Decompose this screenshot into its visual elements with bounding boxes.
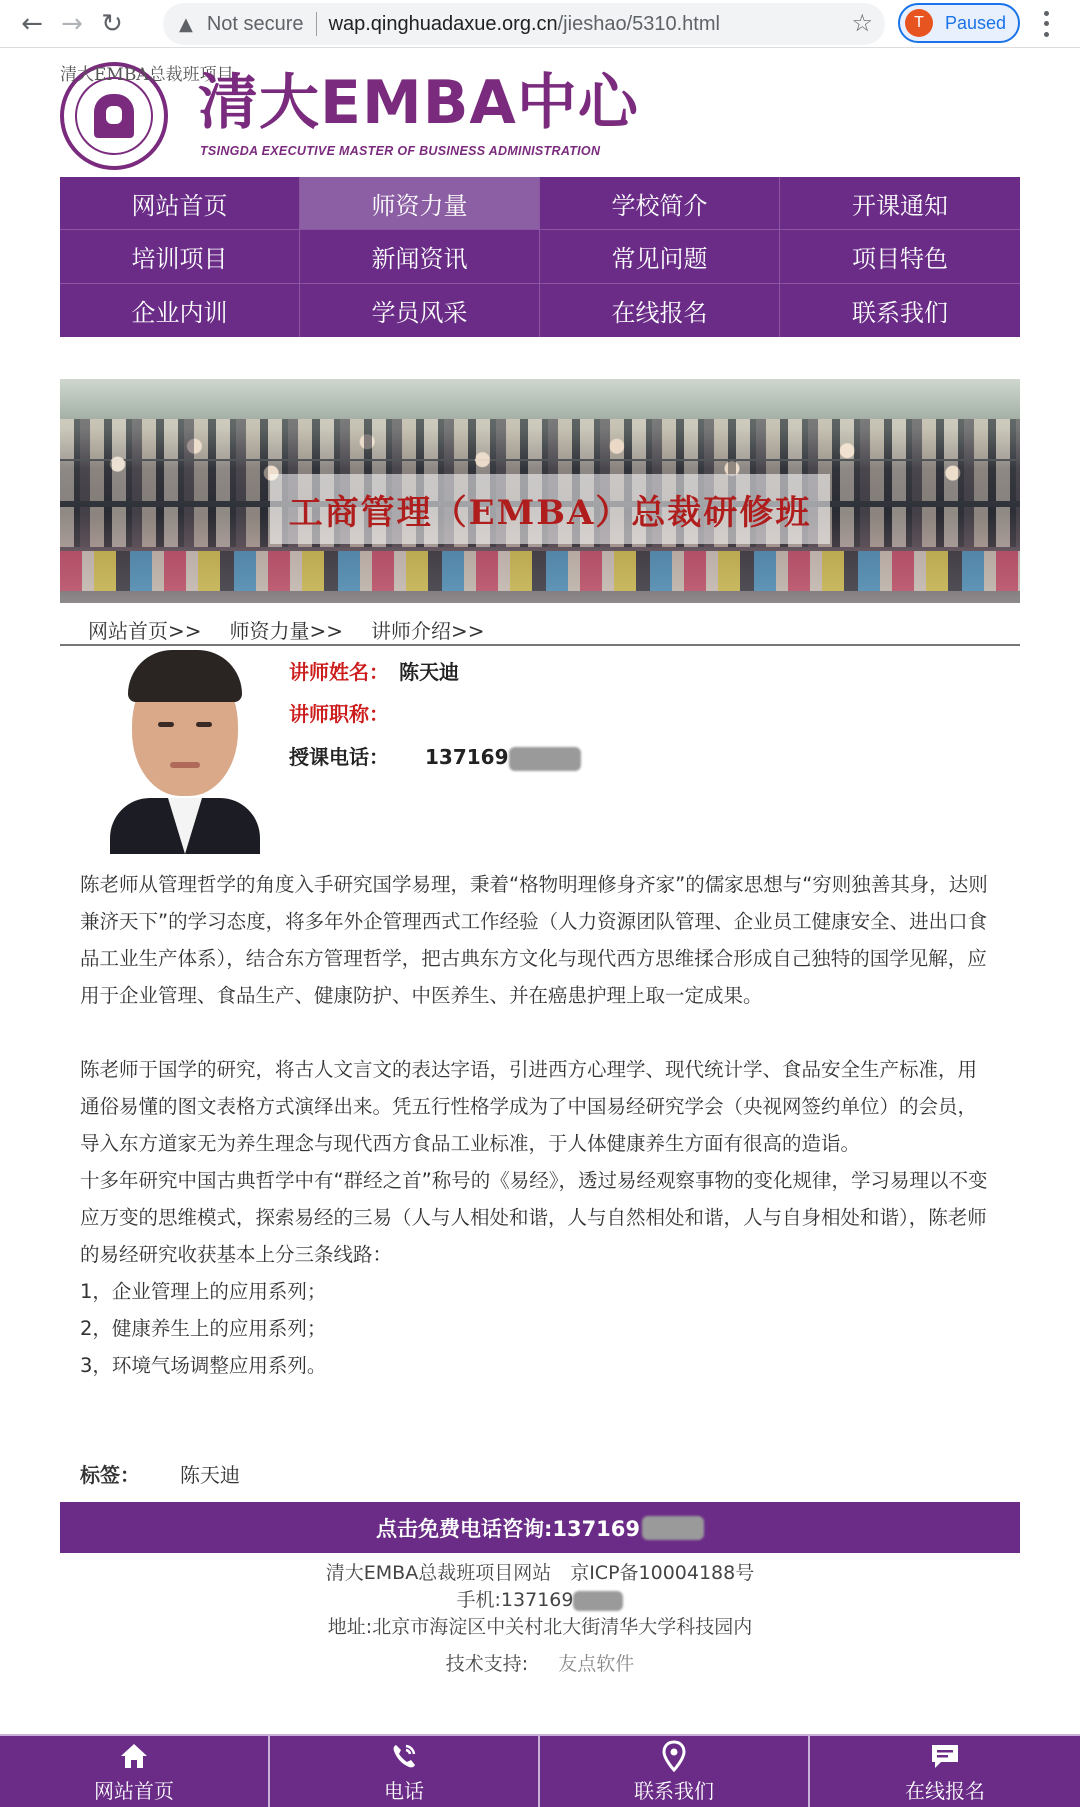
teacher-name-label: 讲师姓名： xyxy=(289,660,389,684)
phone-icon xyxy=(387,1739,421,1773)
url-path: /jieshao/5310.html xyxy=(557,12,720,35)
nav-item-contact[interactable]: 联系我们 xyxy=(852,298,948,327)
profile-status: Paused xyxy=(945,12,1007,33)
location-pin-icon xyxy=(657,1739,691,1773)
back-arrow-icon[interactable]: ← xyxy=(21,8,43,39)
security-label[interactable]: Not secure xyxy=(206,12,304,35)
teacher-title-label: 讲师职称： xyxy=(289,702,389,726)
hero-banner xyxy=(60,379,1020,603)
bio-paragraph: 陈老师从管理哲学的角度入手研究国学易理，秉着“格物明理修身齐家”的儒家思想与“穷则独善其身，达则兼济天下”的学习态度，将多年外企管理西式工作经验（人力资源团队管理、企业员工健康安全、进出口食品工业生产体系），结合东方管理哲学，把古典东方文化与现代西方思维揉合形成自己独特的国学见解，应用于企业管理、食品生产、健康防护、中医养生、并在癌患护理上取一定成果。 xyxy=(80,873,988,1007)
brand-logo-text[interactable]: 清大EMBA中心 xyxy=(198,68,639,138)
bio-list-item: 2，健康养生上的应用系列； xyxy=(80,1317,327,1340)
bottom-nav-label: 电话 xyxy=(384,1779,424,1803)
teacher-phone-row xyxy=(289,741,581,771)
banner-crowd-row xyxy=(60,419,1020,459)
address-separator xyxy=(316,12,317,36)
bottom-nav-signup[interactable] xyxy=(810,1736,1080,1807)
bottom-nav-home[interactable] xyxy=(0,1736,270,1807)
footer-mobile: 手机:137169 xyxy=(456,1589,574,1611)
tech-support-label: 技术支持: xyxy=(445,1653,529,1675)
free-call-button[interactable] xyxy=(60,1502,1020,1553)
footer-tech-support xyxy=(0,1651,1080,1678)
site-footer xyxy=(0,1560,1080,1678)
breadcrumb xyxy=(60,614,1020,646)
nav-item-faculty[interactable]: 师资力量 xyxy=(300,177,540,230)
nav-item-news[interactable]: 新闻资讯 xyxy=(300,230,540,283)
chat-bubble-icon xyxy=(928,1739,962,1773)
reload-icon[interactable]: ↻ xyxy=(101,8,123,39)
profile-avatar: T xyxy=(905,9,933,37)
bio-paragraph: 十多年研究中国古典哲学中有“群经之首”称号的《易经》，透过易经观察事物的变化规律，学习易理以不变应万变的思维模式，探索易经的三易（人与人相处和谐，人与自然相处和谐，人与自身相处和谐），陈老师的易经研究收获基本上分三条线路： xyxy=(80,1169,988,1266)
nav-item-schedule[interactable]: 开课通知 xyxy=(780,177,1020,230)
breadcrumb-faculty[interactable]: 师资力量>> xyxy=(229,618,344,643)
bio-list-item: 1，企业管理上的应用系列； xyxy=(80,1280,327,1303)
banner-crowd-row xyxy=(60,551,1020,591)
tech-support-link[interactable]: 友点软件 xyxy=(558,1653,635,1675)
bottom-nav-contact[interactable] xyxy=(540,1736,810,1807)
footer-mobile-row xyxy=(0,1587,1080,1614)
bottom-nav xyxy=(0,1734,1080,1807)
breadcrumb-instructor[interactable]: 讲师介绍>> xyxy=(371,618,485,643)
nav-item-home[interactable]: 网站首页 xyxy=(60,177,300,230)
nav-item-faq[interactable]: 常见问题 xyxy=(540,230,780,283)
bio-list-item: 3，环境气场调整应用系列。 xyxy=(80,1354,327,1377)
forward-arrow-icon[interactable]: → xyxy=(61,8,83,39)
tags-label: 标签： xyxy=(80,1463,140,1487)
home-icon xyxy=(117,1739,151,1773)
bookmark-star-icon[interactable]: ☆ xyxy=(851,9,873,37)
url-host: wap.qinghuadaxue.org.cn xyxy=(328,12,558,35)
bio-paragraph: 陈老师于国学的研究，将古人文言文的表达字语，引进西方心理学、现代统计学、食品安全生产标准，用通俗易懂的图文表格方式演绎出来。凭五行性格学成为了中国易经研究学会（央视网签约单位）的会员，导入东方道家无为养生理念与现代西方食品工业标准，于人体健康养生方面有很高的造诣。 xyxy=(80,1058,978,1155)
nav-item-corporate-training[interactable]: 企业内训 xyxy=(60,284,300,337)
site-tag: 清大EMBA总裁班项目 xyxy=(60,65,234,85)
redacted-phone-digits xyxy=(642,1516,704,1540)
nav-item-programs[interactable]: 培训项目 xyxy=(60,230,300,283)
teacher-title-row xyxy=(289,698,389,727)
kebab-menu-icon[interactable] xyxy=(1036,8,1056,40)
teacher-portrait xyxy=(110,650,260,854)
teacher-bio xyxy=(80,866,995,1384)
teacher-phone: 137169 xyxy=(425,745,509,769)
footer-address: 地址:北京市海淀区中关村北大街清华大学科技园内 xyxy=(327,1616,753,1638)
warning-triangle-icon: ▲ xyxy=(179,13,193,35)
browser-toolbar xyxy=(0,0,1080,48)
breadcrumb-home[interactable]: 网站首页>> xyxy=(88,618,202,643)
bottom-nav-label: 在线报名 xyxy=(905,1779,985,1803)
redacted-phone-digits xyxy=(573,1591,623,1611)
nav-item-students[interactable]: 学员风采 xyxy=(300,284,540,337)
footer-icp: 清大EMBA总裁班项目网站 京ICP备10004188号 xyxy=(325,1562,755,1584)
nav-item-about[interactable]: 学校简介 xyxy=(540,177,780,230)
profile-button[interactable] xyxy=(898,3,1020,43)
main-nav xyxy=(60,177,1020,337)
banner-title-plate xyxy=(270,474,830,544)
nav-item-features[interactable]: 项目特色 xyxy=(780,230,1020,283)
bottom-nav-phone[interactable] xyxy=(270,1736,540,1807)
address-bar[interactable] xyxy=(163,3,885,45)
free-call-text: 点击免费电话咨询:137169 xyxy=(375,1516,641,1541)
banner-title: 工商管理（EMBA）总裁研修班 xyxy=(288,492,812,533)
url-text[interactable] xyxy=(329,13,720,36)
bottom-nav-label: 联系我们 xyxy=(634,1779,714,1803)
redacted-phone-digits xyxy=(509,747,581,771)
teacher-name-row xyxy=(289,656,459,685)
teacher-phone-label: 授课电话： xyxy=(289,745,389,769)
brand-subtitle: TSINGDA EXECUTIVE MASTER OF BUSINESS ADMINISTRATION xyxy=(200,144,601,158)
bottom-nav-label: 网站首页 xyxy=(94,1779,174,1803)
tags-row xyxy=(80,1459,240,1488)
tag-link[interactable]: 陈天迪 xyxy=(180,1463,240,1487)
teacher-name: 陈天迪 xyxy=(399,660,459,684)
nav-item-signup[interactable]: 在线报名 xyxy=(540,284,780,337)
